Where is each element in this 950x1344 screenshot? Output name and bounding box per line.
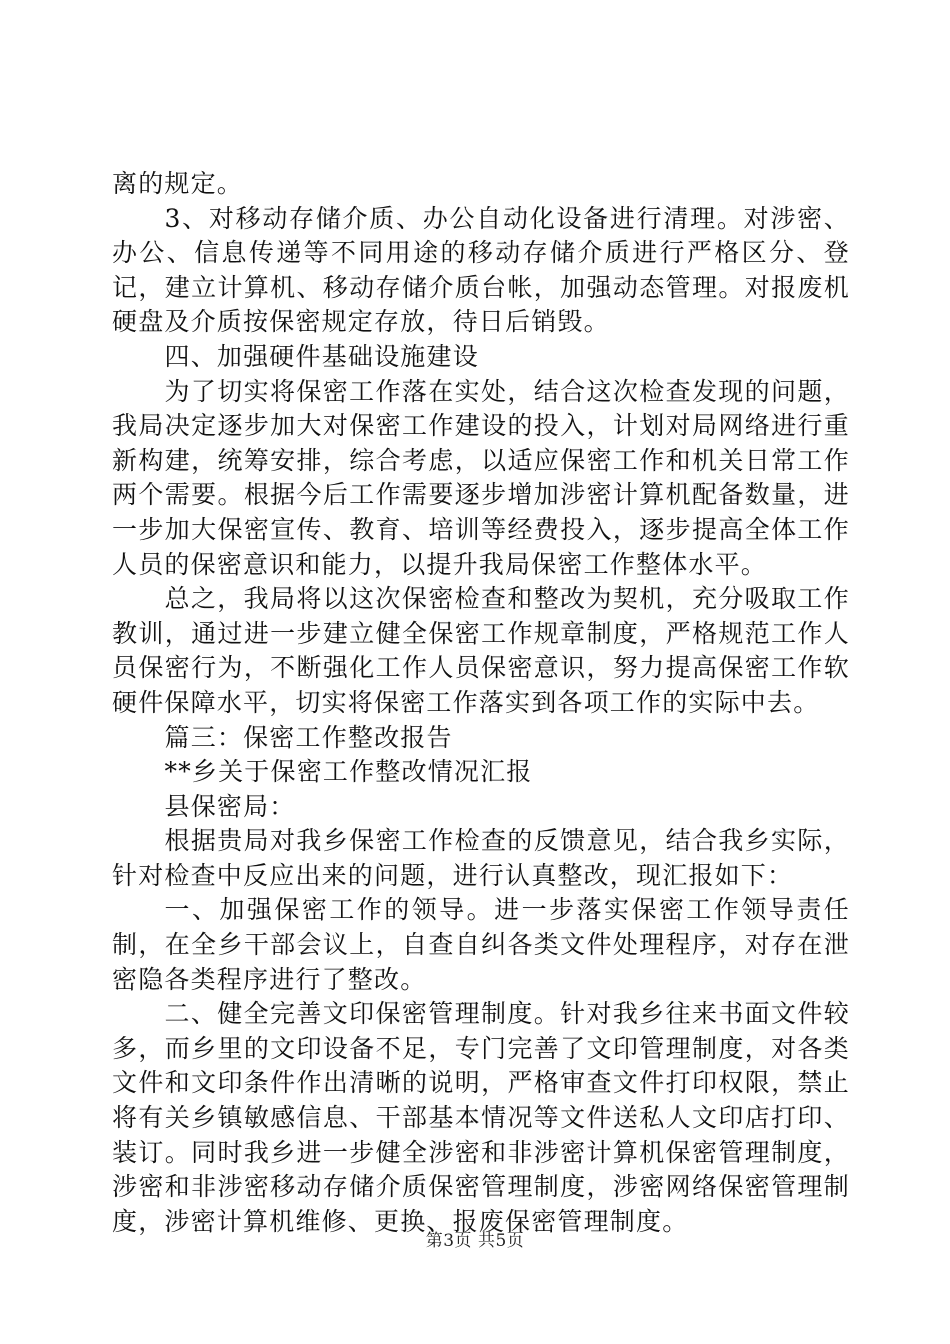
paragraph: 根据贵局对我乡保密工作检查的反馈意见，结合我乡实际，针对检查中反应出来的问题，进行认真整改，现汇报如下： xyxy=(112,826,850,890)
paragraph: 二、健全完善文印保密管理制度。针对我乡往来书面文件较多，而乡里的文印设备不足，专门完善了文印管理制度，对各类文件和文印条件作出清晰的说明，严格审查文件打印权限，禁止将有关乡镇敏感信息、干部基本情况等文件送私人文印店打印、装订。同时我乡进一步健全涉密和非涉密计算机保密管理制度，涉密和非涉密移动存储介质保密管理制度，涉密网络保密管理制度，涉密计算机维修、更换、报废保密管理制度。 xyxy=(112,999,850,1236)
page-footer xyxy=(0,1226,950,1251)
paragraph: 一、加强保密工作的领导。进一步落实保密工作领导责任制，在全乡干部会议上，自查自纠各类文件处理程序，对存在泄密隐各类程序进行了整改。 xyxy=(112,895,850,994)
document-body xyxy=(112,167,850,1239)
paragraph: 为了切实将保密工作落在实处，结合这次检查发现的问题，我局决定逐步加大对保密工作建设的投入，计划对局网络进行重新构建，统筹安排，综合考虑，以适应保密工作和机关日常工作两个需要。根据今后工作需要逐步增加涉密计算机配备数量，进一步加大保密宣传、教育、培训等经费投入，逐步提高全体工作人员的保密意识和能力，以提升我局保密工作整体水平。 xyxy=(112,376,850,579)
paragraph: 总之，我局将以这次保密检查和整改为契机，充分吸取工作教训，通过进一步建立健全保密工作规章制度，严格规范工作人员保密行为，不断强化工作人员保密意识，努力提高保密工作软硬件保障水平，切实将保密工作落实到各项工作的实际中去。 xyxy=(112,584,850,717)
section-heading: 四、加强硬件基础设施建设 xyxy=(164,341,479,371)
paragraph: 离的规定。 xyxy=(112,169,244,198)
salutation: 县保密局： xyxy=(164,791,296,821)
page-number: 第3页 共5页 xyxy=(425,1231,525,1251)
paragraph: 3、对移动存储介质、办公自动化设备进行清理。对涉密、办公、信息传递等不同用途的移动存储介质进行严格区分、登记，建立计算机、移动存储介质台帐，加强动态管理。对报废机硬盘及介质按保密规定存放，待日后销毁。 xyxy=(112,203,850,337)
report-title: **乡关于保密工作整改情况汇报 xyxy=(164,757,533,787)
chapter-title: 篇三：保密工作整改报告 xyxy=(164,722,453,752)
